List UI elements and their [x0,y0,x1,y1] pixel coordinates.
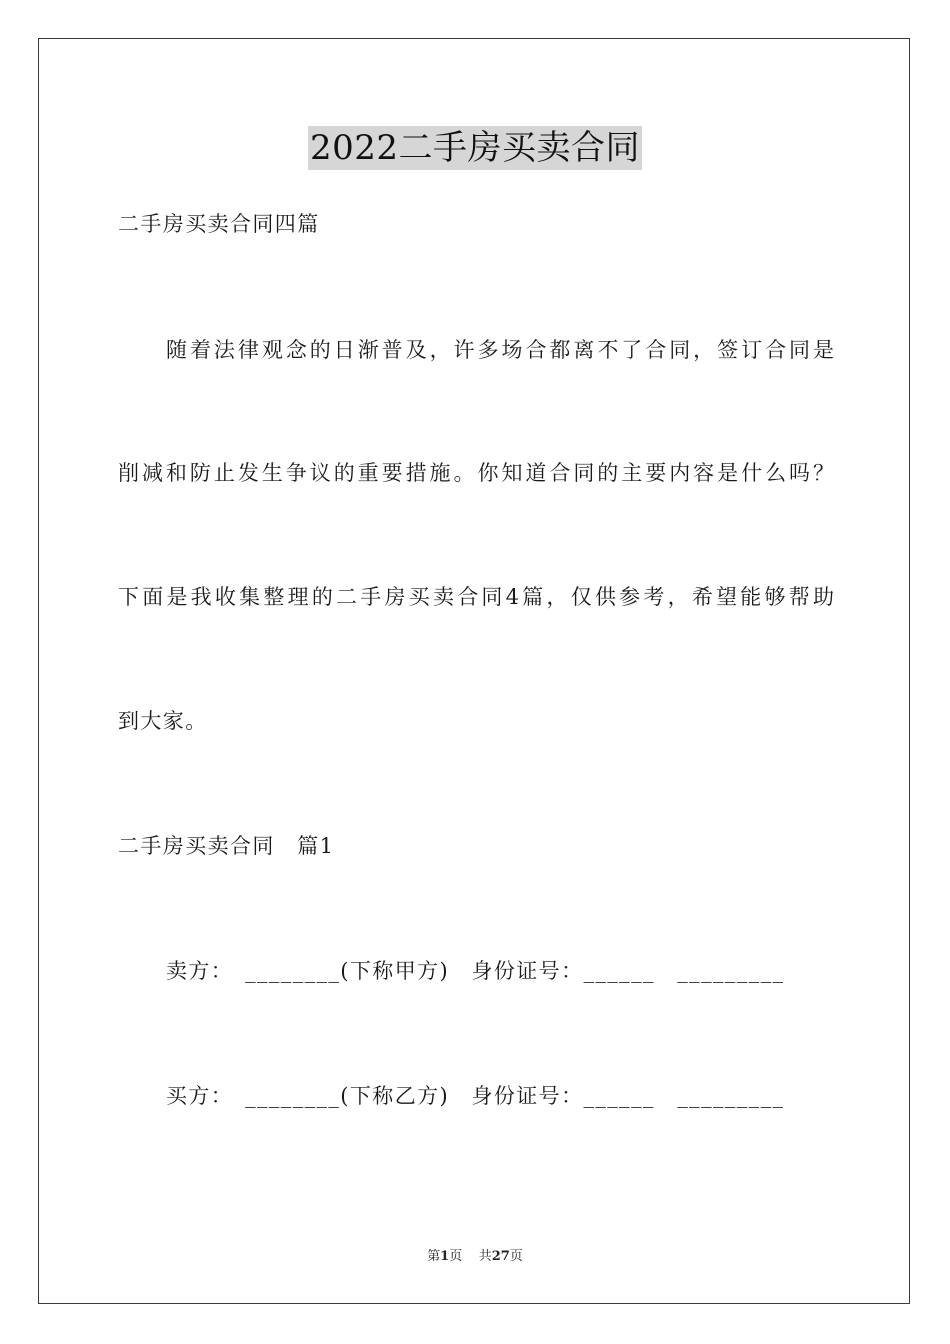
intro-line-2: 削减和防止发生争议的重要措施。你知道合同的主要内容是什么吗？ [118,461,834,485]
intro-line-1: 随着法律观念的日渐普及，许多场合都离不了合同，签订合同是 [166,338,834,362]
intro-line-4: 到大家。 [118,709,208,733]
buyer-field: 买方： ________(下称乙方) 身份证号：______ _________ [166,1084,785,1108]
title-container [0,126,950,170]
page-prefix: 第 [427,1249,441,1264]
document-title: 2022二手房买卖合同 [309,128,641,168]
total-prefix: 共 [478,1249,492,1264]
intro-line-3: 下面是我收集整理的二手房买卖合同4篇，仅供参考，希望能够帮助 [118,585,834,609]
page-footer [0,1248,950,1266]
seller-field: 卖方： ________(下称甲方) 身份证号：______ _________ [166,959,785,983]
document-heading: 二手房买卖合同四篇 [118,212,320,236]
total-suffix: 页 [509,1249,523,1264]
page-suffix: 页 [449,1249,463,1264]
total-pages: 27 [491,1249,510,1264]
section-heading: 二手房买卖合同 篇1 [118,834,335,858]
page-number: 1 [440,1249,450,1264]
